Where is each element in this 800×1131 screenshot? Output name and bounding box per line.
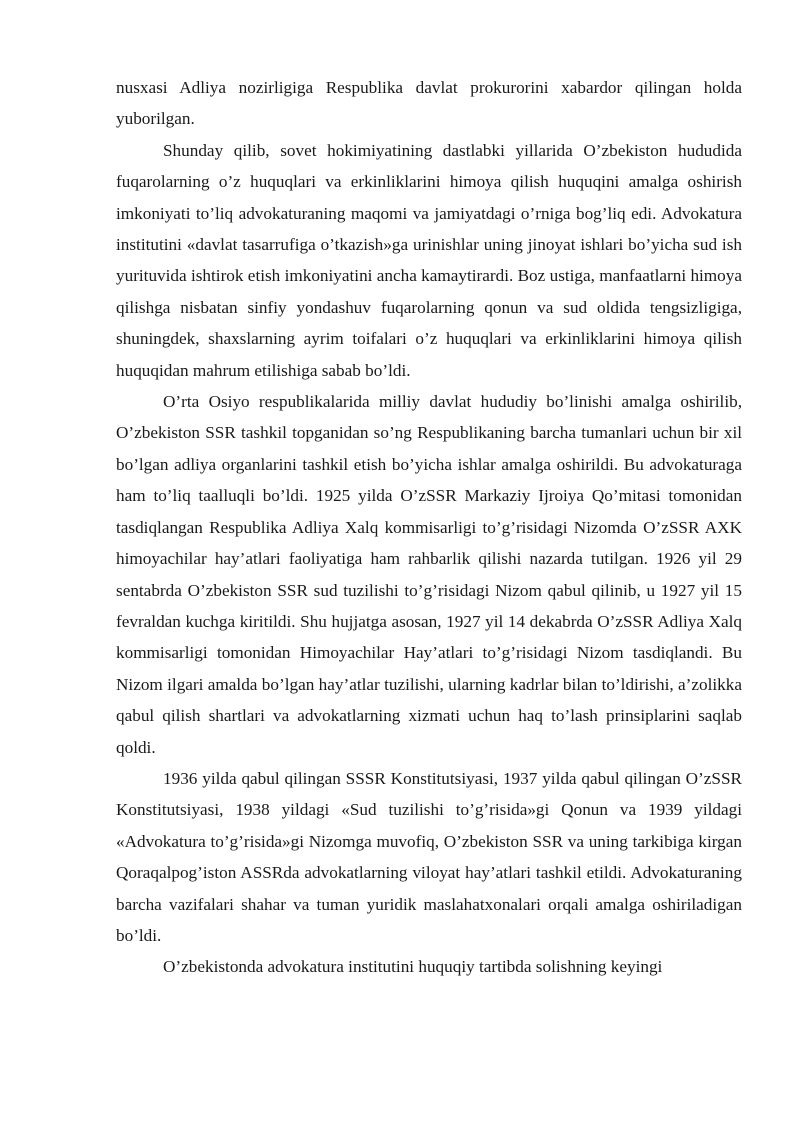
paragraph-soviet-early-years: Shunday qilib, sovet hokimiyatining dastlabki yillarida O’zbekiston hududida fuqarolarning o’z huquqlari va erkinliklarini himoya qilish huquqini amalga oshirish imkoniyati to’liq advokaturaning maqomi va jamiyatdagi o’rniga bog’liq edi. Advokatura institutini «davlat tasarrufiga o’tkazish»ga urinishlar uning jinoyat ishlari bo’yicha sud ish yurituvida ishtirok etish imkoniyatini ancha kamaytirardi. Boz ustiga, manfaatlarni himoya qilishga nisbatan sinfiy yondashuv fuqarolarning qonun va sud oldida tengsizligiga, shuningdek, shaxslarning ayrim toifalari o’z huquqlari va erkinliklarini himoya qilish huquqidan mahrum etilishiga sabab bo’ldi. [116, 140, 742, 380]
paragraph-uzssr-formation: O’rta Osiyo respublikalarida milliy davlat hududiy bo’linishi amalga oshirilib, O’zbekiston SSR tashkil topganidan so’ng Respublikaning barcha tumanlari uchun bir xil bo’lgan adliya organlarini tashkil etish bo’yicha ishlar amalga oshirildi. Bu advokaturaga ham to’liq taalluqli bo’ldi. 1925 yilda O’zSSR Markaziy Ijroiya Qo’mitasi tomonidan tasdiqlangan Respublika Adliya Xalq kommisarligi to’g’risidagi Nizomda O’zSSR AXK himoyachilar hay’atlari faoliyatiga ham rahbarlik qilishi nazarda tutilgan. 1926 yil 29 sentabrda O’zbekiston SSR sud tuzilishi to’g’risidagi Nizom qabul qilinib, u 1927 yil 15 fevraldan kuchga kiritildi. Shu hujjatga asosan, 1927 yil 14 dekabrda O’zSSR Adliya Xalq kommisarligi tomonidan Himoyachilar Hay’atlari to’g’risidagi Nizom tasdiqlandi. Bu Nizom ilgari amalda bo’lgan hay’atlar tuzilishi, ularning kadrlar bilan to’ldirishi, a’zolikka qabul qilish shartlari va advokatlarning xizmati uchun haq to’lash prinsiplarini saqlab qoldi. [116, 392, 742, 757]
paragraph-next-stage: O’zbekistonda advokatura institutini huquqiy tartibda solishning keyingi [163, 957, 663, 977]
paragraph-1936-constitution: 1936 yilda qabul qilingan SSSR Konstitutsiyasi, 1937 yilda qabul qilingan O’zSSR Konstitutsiyasi, 1938 yildagi «Sud tuzilishi to’g’risida»gi Qonun va 1939 yildagi «Advokatura to’g’risida»gi Nizomga muvofiq, O’zbekiston SSR va uning tarkibiga kirgan Qoraqalpog’iston ASSRda advokatlarning viloyat hay’atlari tashkil etildi. Advokaturaning barcha vazifalari shahar va tuman yuridik maslahatxonalari orqali amalga oshiriladigan bo’ldi. [116, 768, 742, 945]
document-page [116, 72, 742, 983]
paragraph-continuation: nusxasi Adliya nozirligiga Respublika davlat prokurorini xabardor qilingan holda yuborilgan. [116, 78, 742, 129]
